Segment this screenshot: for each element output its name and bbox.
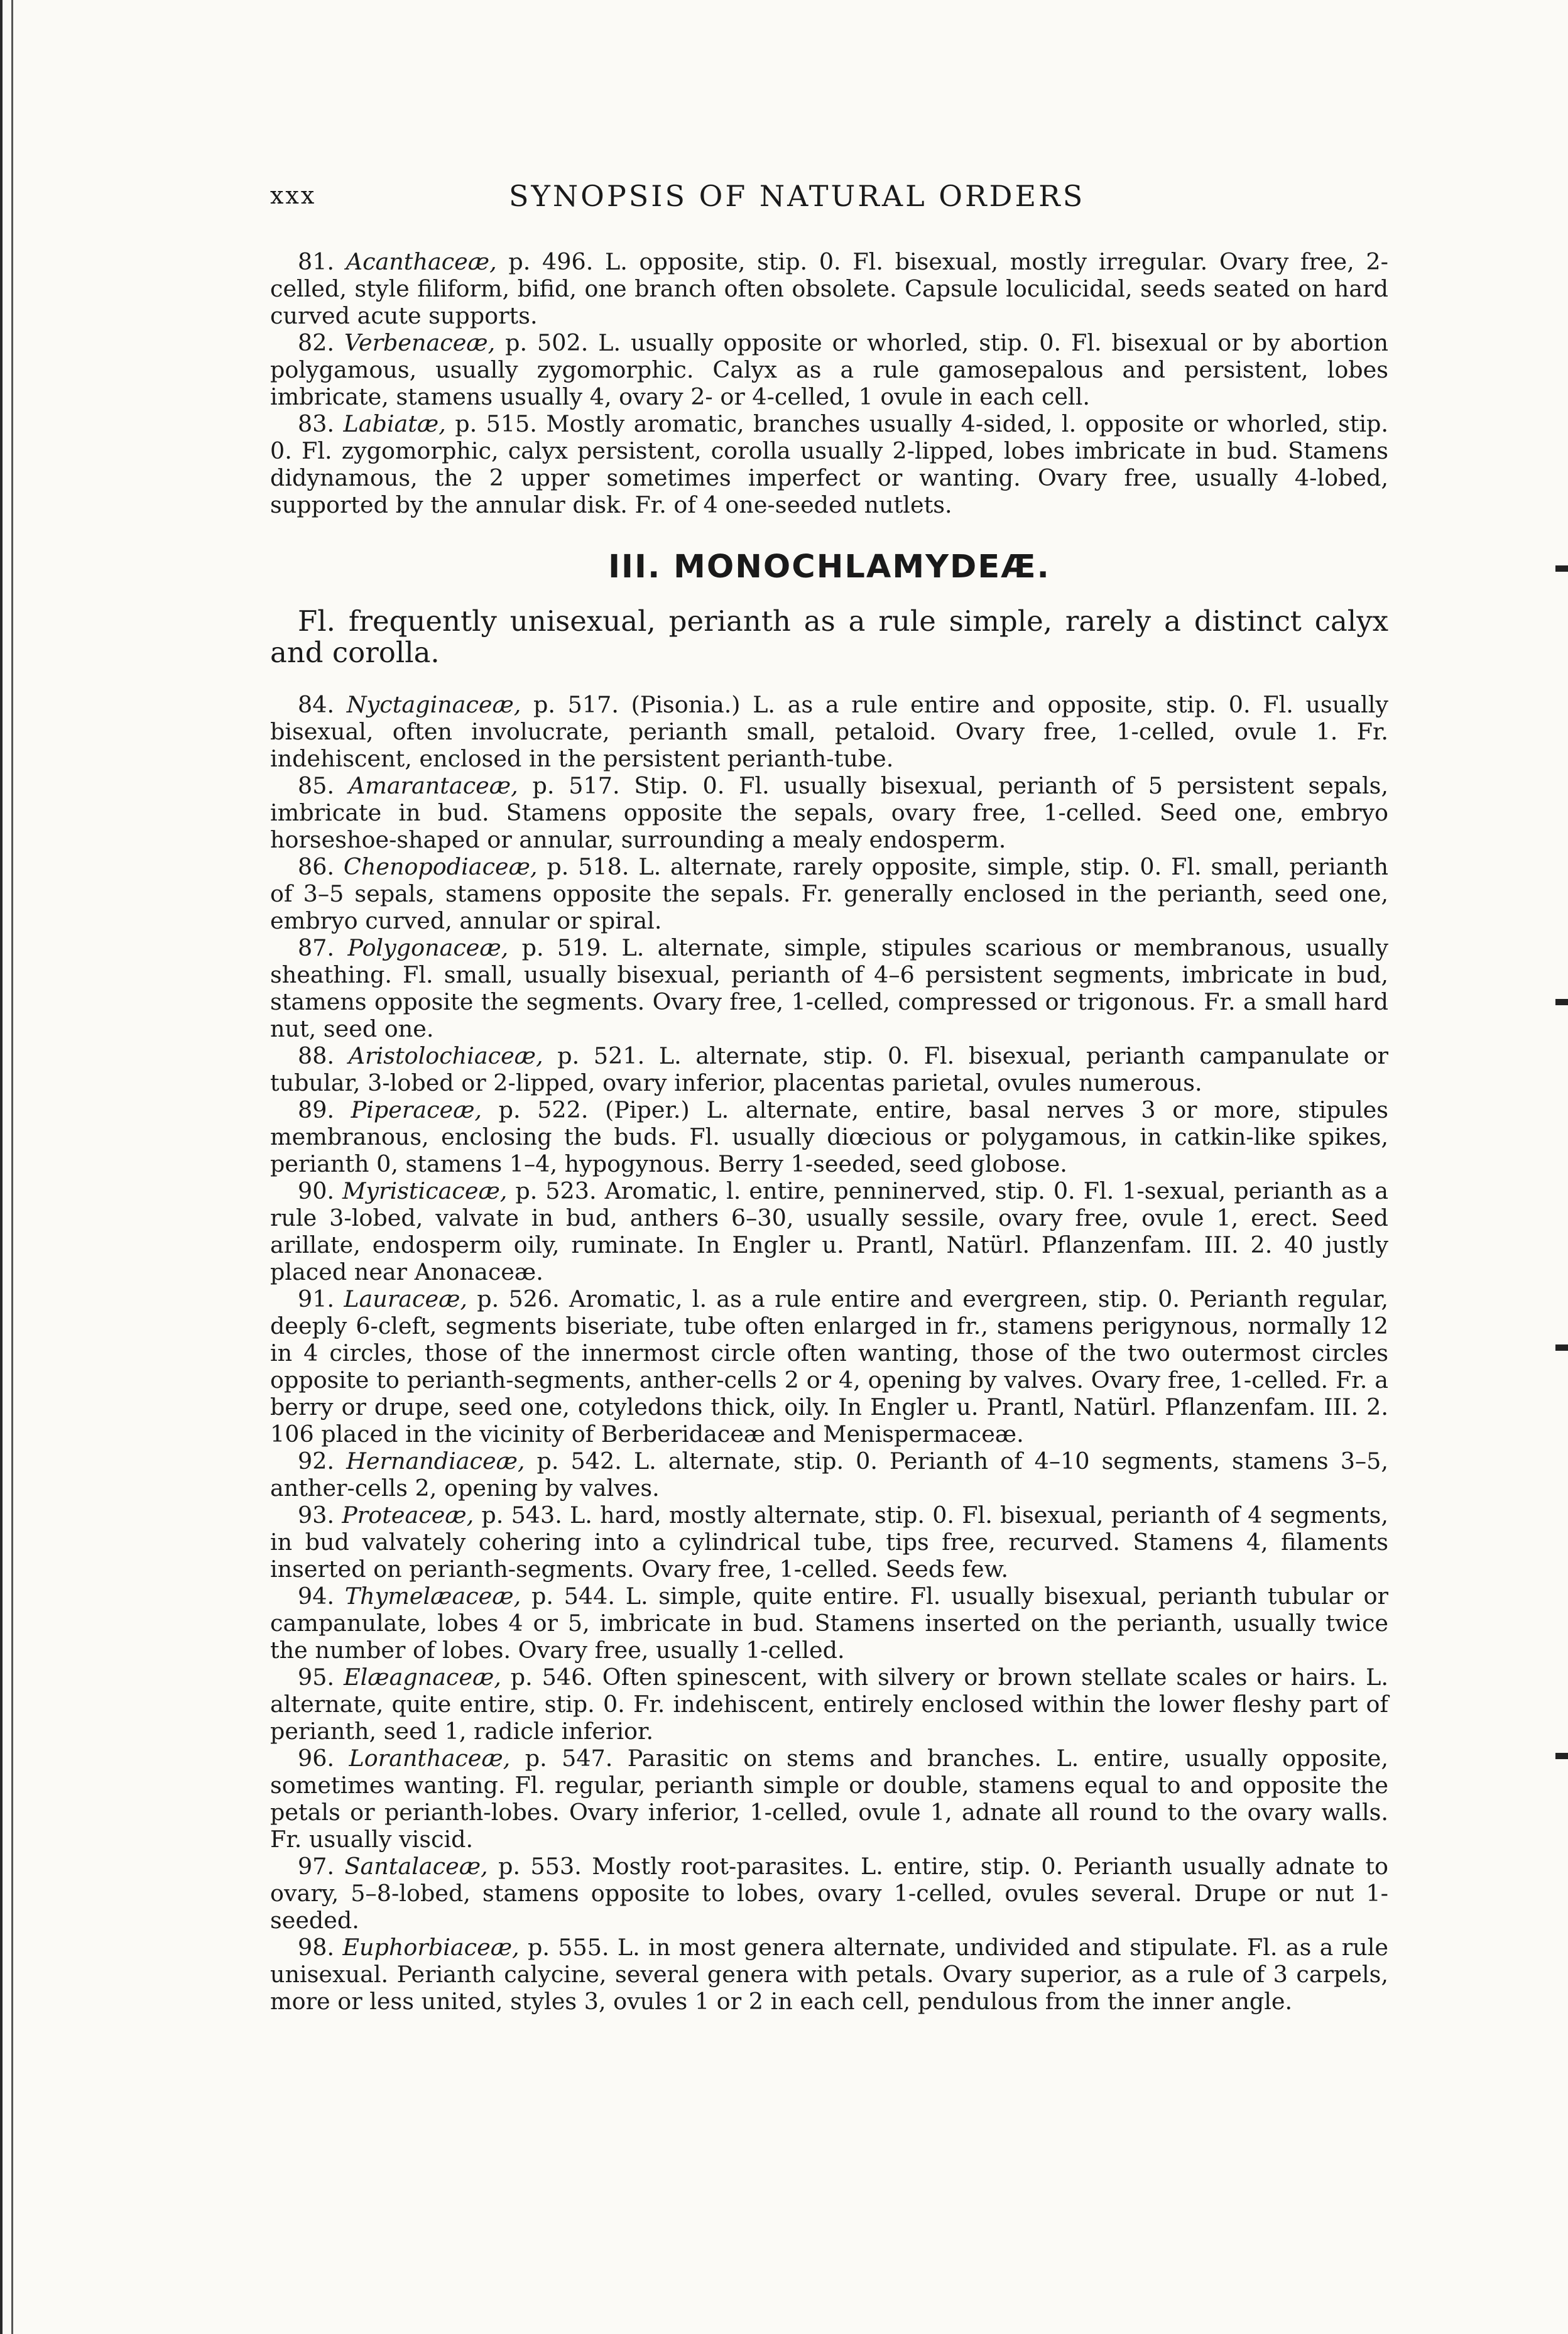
entry-description: p. 546. Often spinescent, with silvery or brown stellate scales or hairs. L. alternate, quite entire, stip. 0. Fr. indehiscent, entirely enclosed within the lower fleshy part of perianth, seed 1, radicle inferior.	[270, 1664, 1388, 1745]
running-head	[270, 179, 1388, 217]
entry-number: 84.	[298, 691, 347, 718]
entry-description: p. 519. L. alternate, simple, stipules scarious or membranous, usually sheathing. Fl. small, usually bisexual, perianth of 4–6 persistent segments, imbricate in bud, stamens opposite the segments. Ovary free, 1-celled, compressed or trigonous. Fr. a small hard nut, seed one.	[270, 934, 1388, 1042]
order-name: Polygonaceæ,	[347, 934, 509, 961]
entry-number: 92.	[298, 1448, 347, 1475]
entry-number: 83.	[298, 410, 344, 437]
order-entry	[270, 1745, 1388, 1853]
order-entry	[270, 853, 1388, 934]
order-name: Labiatæ,	[343, 410, 446, 437]
order-name: Thymelæaceæ,	[344, 1583, 521, 1610]
edge-mark	[1555, 1753, 1568, 1759]
order-entry	[270, 772, 1388, 853]
entries-before	[270, 248, 1388, 518]
entry-number: 88.	[298, 1042, 349, 1069]
entries-after	[270, 691, 1388, 2015]
entry-description: p. 555. L. in most genera alternate, undivided and stipulate. Fl. as a rule unisexual. Perianth calycine, several genera with petals. Ovary superior, as a rule of 3 carpels, more or less united, styles 3, ovules 1 or 2 in each cell, pendulous from the inner angle.	[270, 1934, 1388, 2015]
section-intro: Fl. frequently unisexual, perianth as a rule simple, rarely a distinct calyx and corolla.	[270, 604, 1388, 669]
order-name: Proteaceæ,	[342, 1502, 474, 1529]
order-name: Myristicaceæ,	[342, 1177, 508, 1204]
book-binding-edge	[0, 0, 38, 2334]
entry-number: 94.	[298, 1583, 345, 1610]
order-entry	[270, 1664, 1388, 1745]
entry-number: 89.	[298, 1096, 351, 1123]
entry-number: 82.	[298, 329, 344, 356]
order-name: Amarantaceæ,	[348, 772, 518, 799]
order-name: Santalaceæ,	[344, 1853, 488, 1880]
entry-description: p. 543. L. hard, mostly alternate, stip. 0. Fl. bisexual, perianth of 4 segments, in bud valvately cohering into a cylindrical tube, tips free, recurved. Stamens 4, filaments inserted on perianth-segments. Ovary free, 1-celled. Seeds few.	[270, 1502, 1388, 1583]
order-entry	[270, 1042, 1388, 1096]
order-name: Hernandiaceæ,	[346, 1448, 525, 1475]
order-entry	[270, 1285, 1388, 1448]
entry-description: p. 517. (Pisonia.) L. as a rule entire and opposite, stip. 0. Fl. usually bisexual, often involucrate, perianth small, petaloid. Ovary free, 1-celled, ovule 1. Fr. indehiscent, enclosed in the persistent perianth-tube.	[270, 691, 1389, 772]
entry-number: 98.	[298, 1934, 343, 1961]
order-entry	[270, 1096, 1388, 1177]
entry-number: 91.	[298, 1285, 344, 1312]
entry-description: p. 496. L. opposite, stip. 0. Fl. bisexual, mostly irregular. Ovary free, 2-celled, style filiform, bifid, one branch often obsolete. Capsule loculicidal, seeds seated on hard curved acute supports.	[270, 248, 1388, 329]
entry-number: 97.	[298, 1853, 345, 1880]
section-heading: III. MONOCHLAMYDEÆ.	[608, 548, 1050, 586]
order-name: Verbenaceæ,	[344, 329, 496, 356]
order-entry	[270, 329, 1388, 410]
order-name: Lauraceæ,	[344, 1285, 467, 1312]
order-name: Euphorbiaceæ,	[342, 1934, 520, 1961]
entry-number: 87.	[298, 934, 348, 961]
order-entry	[270, 1853, 1388, 1934]
entry-description: p. 521. L. alternate, stip. 0. Fl. bisexual, perianth campanulate or tubular, 3-lobed or 2-lipped, ovary inferior, placentas parietal, ovules numerous.	[270, 1042, 1388, 1096]
entry-number: 81.	[298, 248, 346, 275]
entry-description: p. 547. Parasitic on stems and branches. L. entire, usually opposite, sometimes wanting. Fl. regular, perianth simple or double, stamens equal to and opposite the petals or perianth-lobes. Ovary inferior, 1-celled, ovule 1, adnate all round to the ovary walls. Fr. usually viscid.	[270, 1745, 1388, 1853]
entry-number: 93.	[298, 1502, 342, 1529]
entry-description: p. 518. L. alternate, rarely opposite, simple, stip. 0. Fl. small, perianth of 3–5 sepals, stamens opposite the sepals. Fr. generally enclosed in the perianth, seed one, embryo curved, annular or spiral.	[270, 853, 1388, 934]
order-entry	[270, 1583, 1388, 1664]
order-name: Piperaceæ,	[351, 1096, 482, 1123]
page-number: xxx	[270, 182, 317, 209]
entry-number: 86.	[298, 853, 344, 880]
entry-description: p. 523. Aromatic, l. entire, penninerved, stip. 0. Fl. 1-sexual, perianth as a rule 3-lobed, valvate in bud, anthers 6–30, usually sessile, ovary free, ovule 1, erect. Seed arillate, endosperm oily, ruminate. In Engler u. Prantl, Natürl. Pflanzenfam. III. 2. 40 justly placed near Anonaceæ.	[270, 1177, 1388, 1285]
order-name: Acanthaceæ,	[346, 248, 497, 275]
entry-number: 96.	[298, 1745, 349, 1772]
edge-mark	[1555, 565, 1568, 572]
entry-description: p. 515. Mostly aromatic, branches usually 4-sided, l. opposite or whorled, stip. 0. Fl. zygomorphic, calyx persistent, corolla usually 2-lipped, lobes imbricate in bud. Stamens didynamous, the 2 upper sometimes imperfect or wanting. Ovary free, usually 4-lobed, supported by the annular disk. Fr. of 4 one-seeded nutlets.	[270, 410, 1389, 518]
entry-description: p. 502. L. usually opposite or whorled, stip. 0. Fl. bisexual or by abortion polygamous, usually zygomorphic. Calyx as a rule gamosepalous and persistent, lobes imbricate, stamens usually 4, ovary 2- or 4-celled, 1 ovule in each cell.	[270, 329, 1388, 410]
order-entry	[270, 1502, 1388, 1583]
order-name: Elæagnaceæ,	[343, 1664, 501, 1691]
order-name: Aristolochiaceæ,	[348, 1042, 543, 1069]
entry-number: 90.	[298, 1177, 343, 1204]
order-entry	[270, 1177, 1388, 1285]
entry-number: 85.	[298, 772, 349, 799]
order-entry	[270, 1448, 1388, 1502]
page-title: SYNOPSIS OF NATURAL ORDERS	[509, 179, 1086, 213]
entry-description: p. 526. Aromatic, l. as a rule entire and evergreen, stip. 0. Perianth regular, deeply 6-cleft, segments biseriate, tube often enlarged in fr., stamens perigynous, normally 12 in 4 circles, those of the innermost circle often wanting, those of the two outermost circles opposite to perianth-segments, anther-cells 2 or 4, opening by valves. Ovary free, 1-celled. Fr. a berry or drupe, seed one, cotyledons thick, oily. In Engler u. Prantl, Natürl. Pflanzenfam. III. 2. 106 placed in the vicinity of Berberidaceæ and Menispermaceæ.	[270, 1285, 1388, 1448]
page-content	[270, 179, 1388, 2015]
edge-mark	[1555, 1344, 1568, 1351]
entry-description: p. 553. Mostly root-parasites. L. entire, stip. 0. Perianth usually adnate to ovary, 5–8-lobed, stamens opposite to lobes, ovary 1-celled, ovules several. Drupe or nut 1-seeded.	[270, 1853, 1388, 1934]
order-entry	[270, 934, 1388, 1042]
entry-description: p. 542. L. alternate, stip. 0. Perianth of 4–10 segments, stamens 3–5, anther-cells 2, opening by valves.	[270, 1448, 1388, 1502]
order-name: Chenopodiaceæ,	[343, 853, 538, 880]
entry-description: p. 522. (Piper.) L. alternate, entire, basal nerves 3 or more, stipules membranous, enclosing the buds. Fl. usually diœcious or polygamous, in catkin-like spikes, perianth 0, stamens 1–4, hypogynous. Berry 1-seeded, seed globose.	[270, 1096, 1389, 1177]
order-entry	[270, 1934, 1388, 2015]
order-entry	[270, 691, 1388, 772]
entry-number: 95.	[298, 1664, 344, 1691]
entry-description: p. 517. Stip. 0. Fl. usually bisexual, perianth of 5 persistent sepals, imbricate in bud. Stamens opposite the sepals, ovary free, 1-celled. Seed one, embryo horseshoe-shaped or annular, surrounding a mealy endosperm.	[270, 772, 1388, 853]
edge-mark	[1555, 999, 1568, 1005]
order-name: Nyctaginaceæ,	[346, 691, 521, 718]
order-entry	[270, 248, 1388, 329]
entry-description: p. 544. L. simple, quite entire. Fl. usually bisexual, perianth tubular or campanulate, lobes 4 or 5, imbricate in bud. Stamens inserted on the perianth, usually twice the number of lobes. Ovary free, usually 1-celled.	[270, 1583, 1389, 1664]
order-entry	[270, 410, 1388, 518]
order-name: Loranthaceæ,	[349, 1745, 511, 1772]
